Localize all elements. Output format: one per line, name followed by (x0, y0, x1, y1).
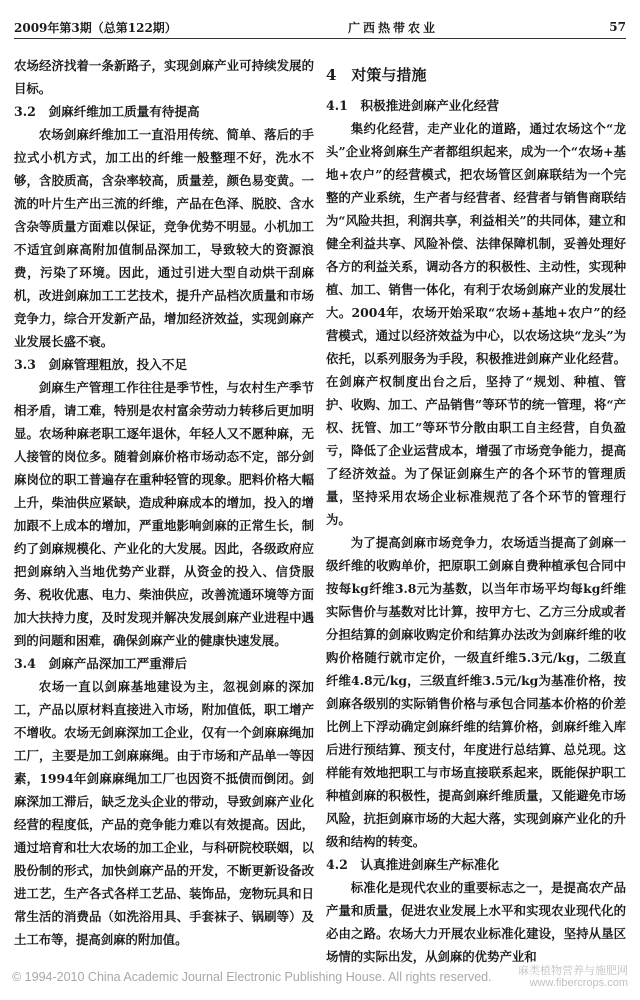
section-heading: 3.4 剑麻产品深加工严重滞后 (14, 656, 188, 671)
journal-name: 广西热带农业 (348, 20, 439, 35)
chapter-heading: 4 对策与措施 (326, 66, 427, 84)
watermark-url: www.fibercrops.com (529, 977, 628, 989)
page-header (14, 16, 626, 39)
paragraph: 标准化是现代农业的重要标志之一，是提高农产品产量和质量，促进农业发展上水平和实现农业现代化的必由之路。农场大力开展农业标准化建设，坚持从垦区场情的实际出发，从剑麻的优势产业和 (326, 880, 626, 964)
left-column (14, 54, 314, 954)
watermark (518, 965, 628, 989)
right-column (326, 54, 626, 964)
paragraph: 农场一直以剑麻基地建设为主，忽视剑麻的深加工，产品以原材料直接进入市场，附加值低，职工增产不增收。农场无剑麻深加工企业，仅有一个剑麻麻绳加工厂，主要是加工剑麻麻绳。由于市场和产品单一等因素，1994年剑麻麻绳加工厂也因资不抵债而倒闭。剑麻深加工滞后，缺乏龙头企业的带动，导致剑麻产业化经营的程度低，产品的竞争能力难以有效提高。因此，通过培育和壮大农场的加工企业，与科研院校联姻，以股份制的形式，加快剑麻产品的开发，不断更新设备改进工艺，生产各式各样工艺品、装饰品，宠物玩具和日常生活的消费品（如洗浴用具、手套袜子、锅刷等）及土工布等，提高剑麻的附加值。 (14, 679, 314, 947)
paragraph: 为了提高剑麻市场竞争力，农场适当提高了剑麻一级纤维的收购单价，把原职工剑麻自费种植承包合同中按每kg纤维3.8元为基数，以当年市场平均每kg纤维实际售价与基数对比计算，按甲方七、乙方三分成或者分担结算的剑麻收购定价和结算办法改为剑麻纤维的收购价格随行就市定价，一级直纤维5.3元/kg，二级直纤维4.8元/kg，三级直纤维3.5元/kg为基准价格，按剑麻各级别的实际销售价格与承包合同基本价格的价差比例上下浮动确定剑麻纤维的结算价格，剑麻纤维入库后进行预结算、预支付，年度进行总结算、总兑现。这样能有效地把职工与市场直接联系起来，既能保护职工种植剑麻的积极性，提高剑麻纤维质量，又能避免市场风险，抗拒剑麻市场的大起大落，实现剑麻产业化的升级和结构的转变。 (326, 535, 626, 849)
watermark-line: 麻类植物营养与施肥网 (518, 965, 628, 977)
article-body (14, 54, 626, 964)
copyright-notice: © 1994-2010 China Academic Journal Electronic Publishing House. All rights reserved. (12, 970, 492, 984)
paragraph: 集约化经营，走产业化的道路，通过农场这个“龙头”企业将剑麻生产者都组织起来，成为一个“农场+基地+农户”的经营模式，把农场管区剑麻联结为一个完整的产业系统，生产者与经营者、经营者与销售商联结为“风险共担，利润共享，利益相关”的共同体，建立和健全利益共享、风险补偿、法律保障机制，妥善处理好各方的利益关系，调动各方的积极性、主动性，实现种植、加工、销售一体化，有利于农场剑麻产业的发展壮大。2004年，农场开始采取“农场+基地+农户”的经营模式，通过以经济效益为中心，以农场这块“龙头”为依托，以系列服务为手段，积极推进剑麻产业化经营。在剑麻产权制度出台之后，坚持了“规划、种植、管护、收购、加工、产品销售”等环节的统一管理，将“产权、抚管、加工”等环节分散由职工自主经营，自负盈亏，降低了企业运营成本，增强了市场竞争能力，提高了经济效益。为了保证剑麻生产的各个环节的管理质量，坚持采用农场企业标准规范了各个环节的管理行为。 (326, 121, 626, 527)
section-heading: 3.3 剑麻管理粗放，投入不足 (14, 357, 188, 372)
issue-info: 2009年第3期（总第122期） (14, 20, 177, 35)
section-heading: 3.2 剑麻纤维加工质量有待提高 (14, 104, 200, 119)
paragraph: 剑麻生产管理工作往往是季节性，与农村生产季节相矛盾，请工难，特别是农村富余劳动力转移后更加明显。农场种麻老职工逐年退休，年轻人又不愿种麻，无人接管的岗位多。随着剑麻价格市场动态不定，部分剑麻岗位的职工普遍存在重种轻管的现象。肥料价格大幅上升，柴油供应紧缺，造成种麻成本的增加，投入的增加跟不上成本的增加，严重地影响剑麻的正常生长，制约了剑麻规模化、产业化的大发展。因此，各级政府应把剑麻纳入当地优势产业群，从资金的投入、信贷服务、税收优惠、电力、柴油供应，改善流通环境等方面加大扶持力度，及时发现并解决发展剑麻产业进程中遇到的问题和困难，确保剑麻产业的健康快速发展。 (14, 380, 314, 648)
paragraph: 农场剑麻纤维加工一直沿用传统、简单、落后的手拉式小机方式，加工出的纤维一般整理不好，洗水不够，含胶质高，含杂率较高，质量差，颜色易变黄。一流的叶片生产出三流的纤维，产品在色泽、脱胶、含水含杂等质量方面难以保证，竞争优势不明显。小机加工不适宜剑麻高附加值制品深加工，导致较大的资源浪费，污染了环境。因此，通过引进大型自动烘干刮麻机，改进剑麻加工工艺技术，提升产品档次质量和市场竞争力，综合开发新产品，增加经济效益，实现剑麻产业发展长盛不衰。 (14, 127, 314, 349)
page-number: 57 (609, 20, 626, 34)
paragraph: 农场经济找着一条新路子，实现剑麻产业可持续发展的目标。 (14, 58, 314, 96)
section-heading: 4.1 积极推进剑麻产业化经营 (326, 98, 500, 113)
section-heading: 4.2 认真推进剑麻生产标准化 (326, 857, 500, 872)
page-footer (12, 966, 628, 988)
